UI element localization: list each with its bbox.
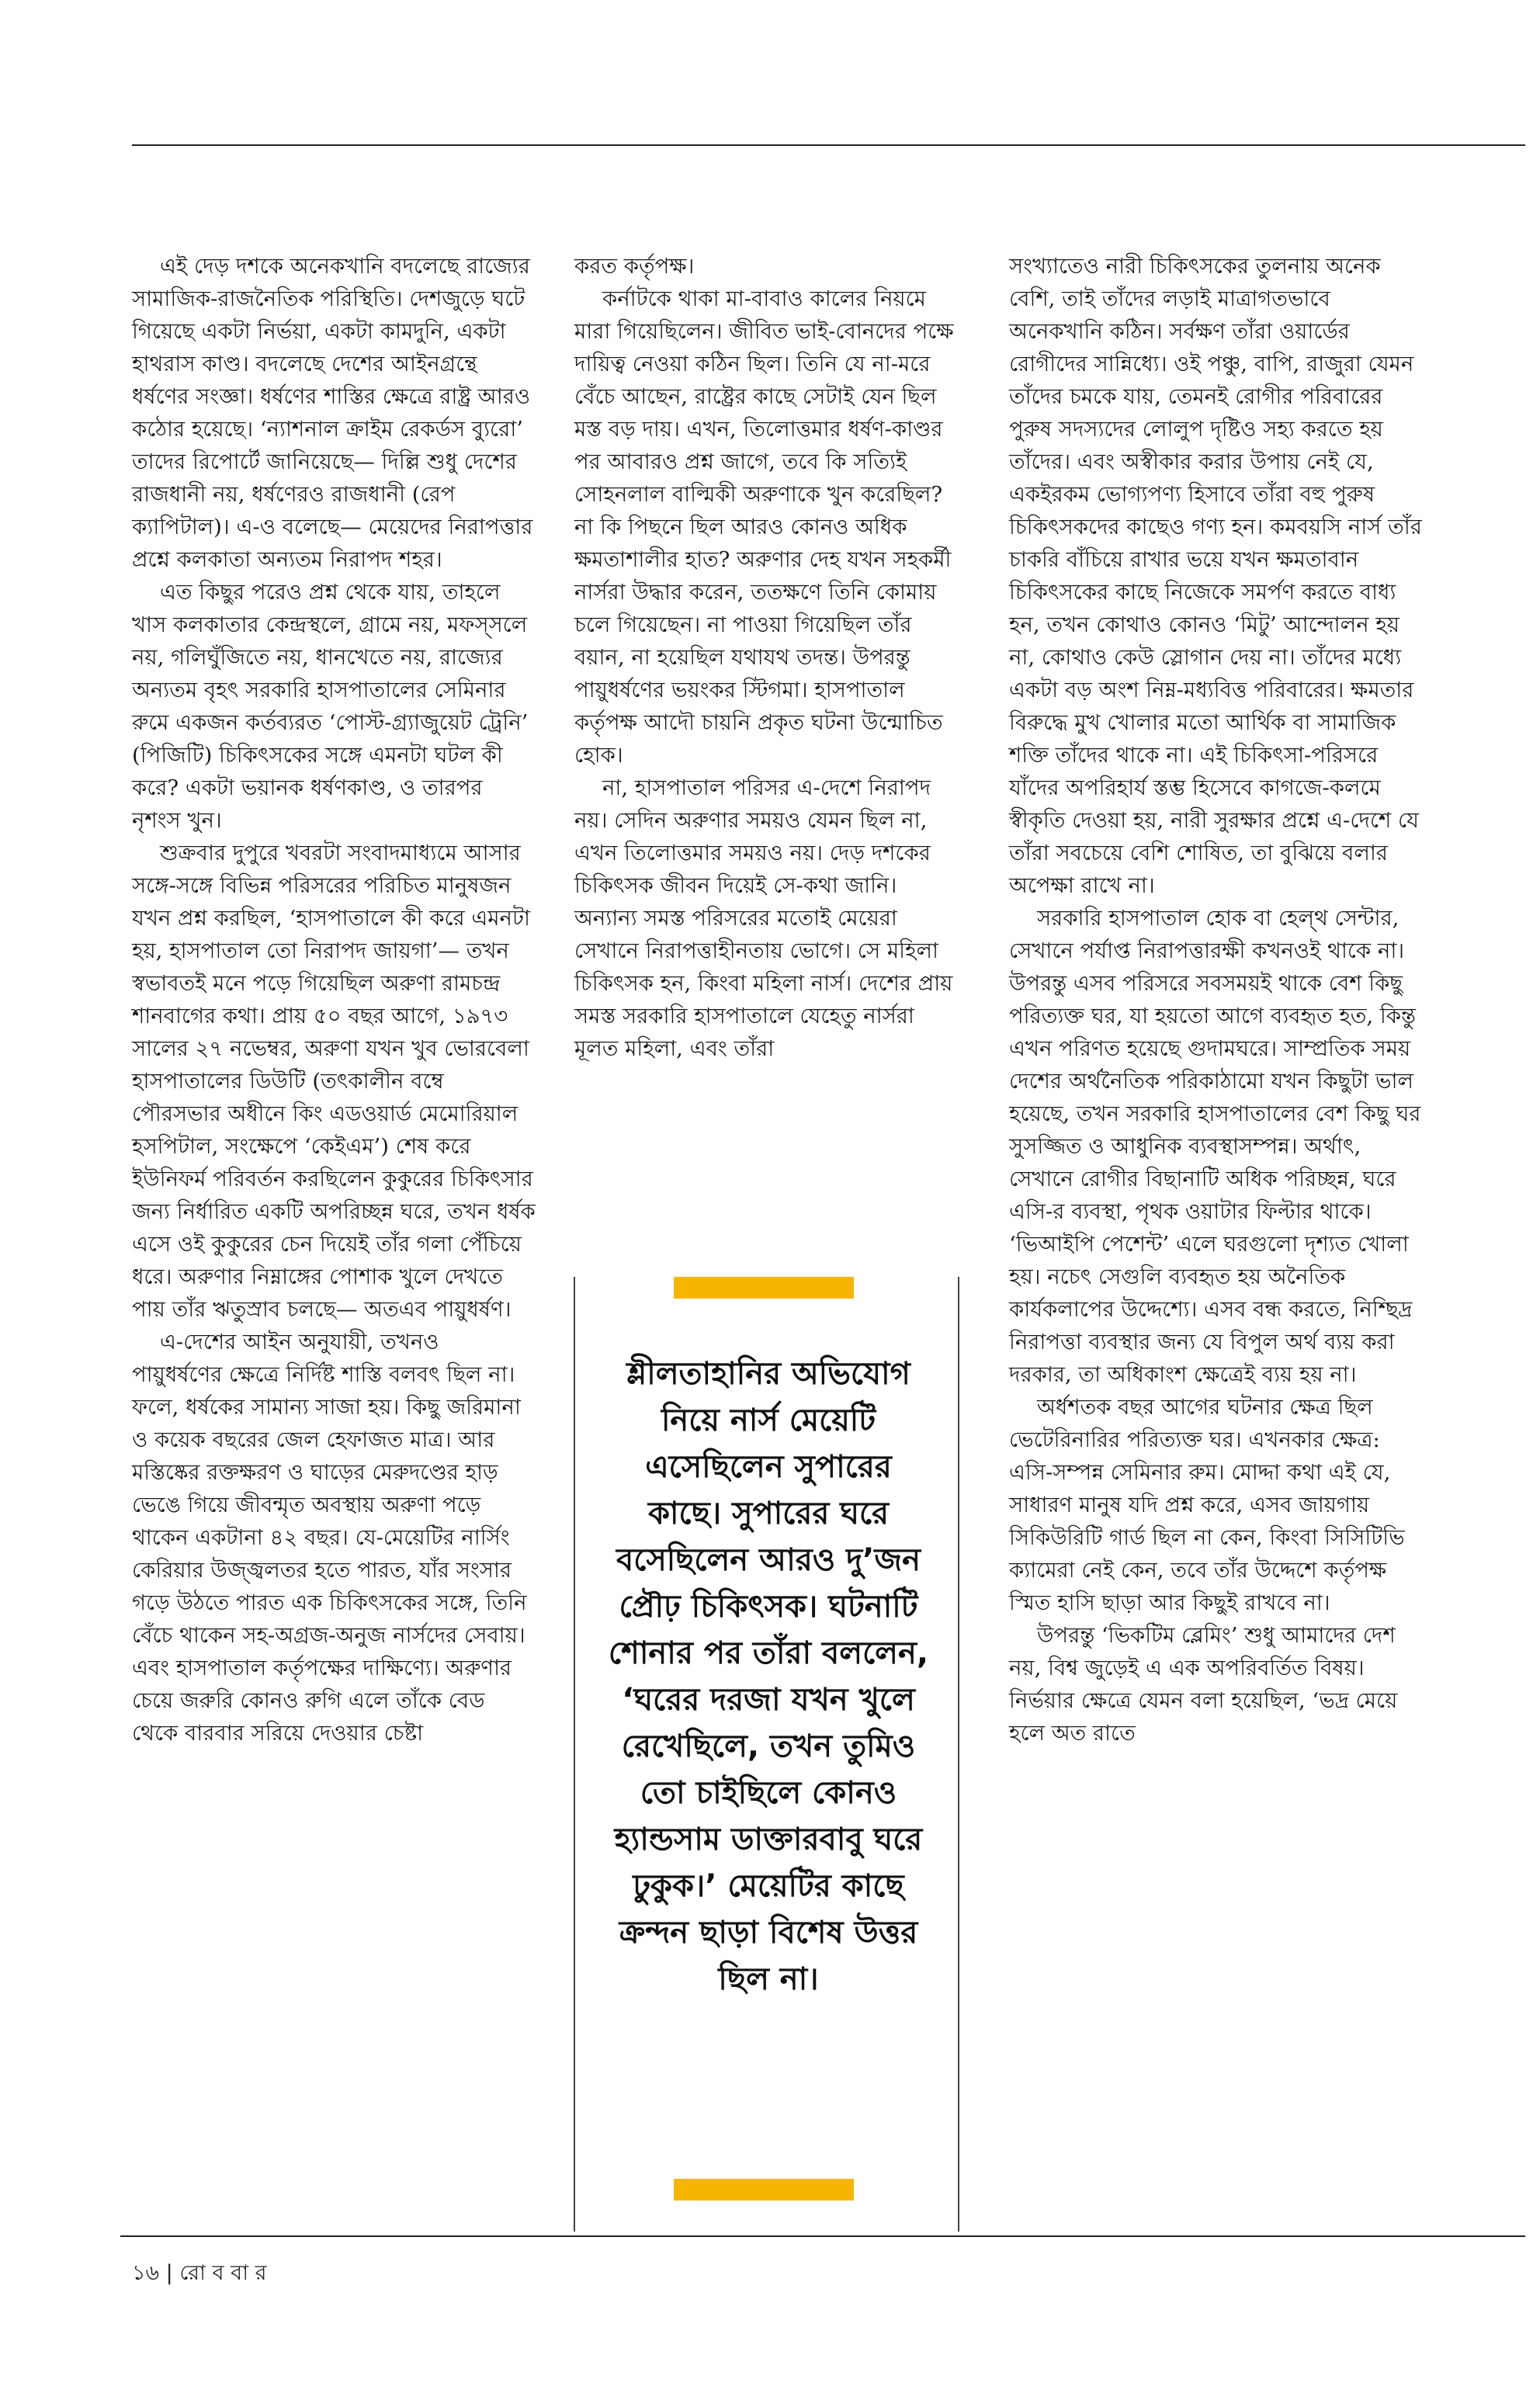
paragraph: এ-দেশের আইন অনুযায়ী, তখনও পায়ুধর্ষণের ক্ষেত্রে নির্দিষ্ট শাস্তি বলবৎ ছিল না। ফলে, ধর্ষকের সামান্য সাজা হয়। কিছু জরিমানা ও কয়েক বছরের জেল হেফাজত মাত্র। আর মস্তিষ্কের রক্তক্ষরণ ও ঘাড়ের মেরুদণ্ডের হাড় ভেঙে গিয়ে জীবন্মৃত অবস্থায় অরুণা পড়ে থাকেন একটানা ৪২ বছর। যে-মেয়েটির নার্সিং কেরিয়ার উজ্জ্বলতর হতে পারত, যাঁর সংসার গড়ে উঠতে পারত এক চিকিৎসকের সঙ্গে, তিনি বেঁচে থাকেন সহ-অগ্রজ-অনুজ নার্সদের সেবায়। এবং হাসপাতাল কর্তৃপক্ষের দাক্ষিণ্যে। অরুণার চেয়ে জরুরি কোনও রুগি এলে তাঁকে বেড থেকে বারবার সরিয়ে দেওয়ার চেষ্টা [132,1330,527,1746]
paragraph: এত কিছুর পরেও প্রশ্ন থেকে যায়, তাহলে খাস কলকাতার কেন্দ্রস্থলে, গ্রামে নয়, মফস্‌সলে নয়, গলিঘুঁজিতে নয়, ধানখেতে নয়, রাজ্যের অন্যতম বৃহৎ সরকারি হাসপাতালের সেমিনার রুমে একজন কর্তব্যরত ‘পোস্ট-গ্র্যাজুয়েট ট্রেনি’ (পিজিটি) চিকিৎসকের সঙ্গে এমনটা ঘটল কী করে? একটা ভয়ানক ধর্ষণকাণ্ড, ও তারপর নৃশংস খুন। [132,580,529,833]
pullquote-accent-bar-top [674,1277,854,1299]
paragraph: এই দেড় দশকে অনেকখানি বদলেছে রাজ্যের সামাজিক-রাজনৈতিক পরিস্থিতি। দেশজুড়ে ঘটে গিয়েছে একটা নির্ভয়া, একটা কামদুনি, একটা হাথরাস কাণ্ড। বদলেছে দেশের আইনগ্রন্থে ধর্ষণের সংজ্ঞা। ধর্ষণের শাস্তির ক্ষেত্রে রাষ্ট্র আরও কঠোর হয়েছে। ‘ন্যাশনাল ক্রাইম রেকর্ডস ব্যুরো’ তাদের রিপোর্টে জানিয়েছে— দিল্লি শুধু দেশের রাজধানী নয়, ধর্ষণেরও রাজধানী (রেপ ক্যাপিটাল)। এ-ও বলেছে— মেয়েদের নিরাপত্তার প্রশ্নে কলকাতা অন্যতম নিরাপদ শহর। [132,254,533,572]
paragraph: শুক্রবার দুপুরে খবরটা সংবাদমাধ্যমে আসার সঙ্গে-সঙ্গে বিভিন্ন পরিসরের পরিচিত মানুষজন যখন প্রশ্ন করছিল, ‘হাসপাতালে কী করে এমনটা হয়, হাসপাতাল তো নিরাপদ জায়গা’— তখন স্বভাবতই মনে পড়ে গিয়েছিল অরুণা রামচন্দ্র শানবাগের কথা। প্রায় ৫০ বছর আগে, ১৯৭৩ সালের ২৭ নভেম্বর, অরুণা যখন খুব ভোরবেলা হাসপাতালের ডিউটি (তৎকালীন বম্বে পৌরসভার অধীনে কিং এডওয়ার্ড মেমোরিয়াল হসপিটাল, সংক্ষেপে ‘কেইএম’) শেষ করে ইউনিফর্ম পরিবর্তন করছিলেন কুকুরের চিকিৎসার জন্য নির্ধারিত একটি অপরিচ্ছন্ন ঘরে, তখন ধর্ষক এসে ওই কুকুরের চেন দিয়েই তাঁর গলা পেঁচিয়ে ধরে। অরুণার নিম্নাঙ্গের পোশাক খুলে দেখতে পায় তাঁর ঋতুস্রাব চলছে— অতএব পায়ুধর্ষণ। [132,841,536,1322]
pullquote-left-divider [574,1277,575,2232]
pullquote-accent-bar-bottom [674,2179,854,2201]
paragraph: না, হাসপাতাল পরিসর এ-দেশে নিরাপদ নয়। সেদিন অরুণার সময়ও যেমন ছিল না, এখন তিলোত্তমার সময়ও নয়। দেড় দশকের চিকিৎসক জীবন দিয়েই সে-কথা জানি। অন্যান্য সমস্ত পরিসরের মতোই মেয়েরা সেখানে নিরাপত্তাহীনতায় ভোগে। সে মহিলা চিকিৎসক হন, কিংবা মহিলা নার্স। দেশের প্রায় সমস্ত সরকারি হাসপাতালে যেহেতু নার্সরা মূলত মহিলা, এবং তাঁরা [574,775,953,1061]
article-column-3 [1009,250,1428,1750]
paragraph: অর্ধশতক বছর আগের ঘটনার ক্ষেত্র ছিল ভেটেরিনারির পরিত্যক্ত ঘর। এখনকার ক্ষেত্র: এসি-সম্পন্ন সেমিনার রুম। মোদ্দা কথা এই যে, সাধারণ মানুষ যদি প্রশ্ন করে, এসব জায়গায় সিকিউরিটি গার্ড ছিল না কেন, কিংবা সিসিটিভি ক্যামেরা নেই কেন, তবে তাঁর উদ্দেশে কর্তৃপক্ষ স্মিত হাসি ছাড়া আর কিছুই রাখবে না। [1009,1395,1405,1615]
pullquote-right-divider [958,1277,959,2232]
bottom-rule [120,2235,1525,2237]
paragraph: উপরন্তু ‘ভিকটিম ব্লেমিং’ শুধু আমাদের দেশ নয়, বিশ্ব জুড়েই এ এক অপরিবর্তিত বিষয়। নির্ভয়ার ক্ষেত্রে যেমন বলা হয়েছিল, ‘ভদ্র মেয়ে হলে অত রাতে [1009,1623,1398,1746]
pullquote: শ্লীলতাহানির অভিযোগ নিয়ে নার্স মেয়েটি এসেছিলেন সুপারের কাছে। সুপারের ঘরে বসেছিলেন আরও দু’জন প্রৌঢ় চিকিৎসক। ঘটনাটি শোনার পর তাঁরা বললেন, ‘ঘরের দরজা যখন খুলে রেখেছিলে, তখন তুমিও তো চাইছিলে কোনও হ্যান্ডসাম ডাক্তারবাবু ঘরে ঢুকুক।’ মেয়েটির কাছে ক্রন্দন ছাড়া বিশেষ উত্তর ছিল না। [608,1356,929,1997]
article-column-1 [132,250,536,1750]
article-column-2 [574,250,962,1065]
top-rule [132,144,1525,146]
page-footer-label: ১৬ | রো ব বা র [132,2261,267,2285]
paragraph: সরকারি হাসপাতাল হোক বা হেল্‌থ সেন্টার, সেখানে পর্যাপ্ত নিরাপত্তারক্ষী কখনওই থাকে না। উপরন্তু এসব পরিসরে সবসময়ই থাকে বেশ কিছু পরিত্যক্ত ঘর, যা হয়তো আগে ব্যবহৃত হত, কিন্তু এখন পরিণত হয়েছে গুদামঘরে। সাম্প্রতিক সময় দেশের অর্থনৈতিক পরিকাঠামো যখন কিছুটা ভাল হয়েছে, তখন সরকারি হাসপাতালের বেশ কিছু ঘর সুসজ্জিত ও আধুনিক ব্যবস্থাসম্পন্ন। অর্থাৎ, সেখানে রোগীর বিছানাটি অধিক পরিচ্ছন্ন, ঘরে এসি-র ব্যবস্থা, পৃথক ওয়াটার ফিল্টার থাকে। ‘ভিআইপি পেশেন্ট’ এলে ঘরগুলো দৃশ্যত খোলা হয়। নচেৎ সেগুলি ব্যবহৃত হয় অনৈতিক কার্যকলাপের উদ্দেশ্যে। এসব বন্ধ করতে, নিশ্ছিদ্র নিরাপত্তা ব্যবস্থার জন্য যে বিপুল অর্থ ব্যয় করা দরকার, তা অধিকাংশ ক্ষেত্রেই ব্যয় হয় না। [1009,906,1421,1387]
paragraph: সংখ্যাতেও নারী চিকিৎসকের তুলনায় অনেক বেশি, তাই তাঁদের লড়াই মাত্রাগতভাবে অনেকখানি কঠিন। সর্বক্ষণ তাঁরা ওয়ার্ডের রোগীদের সান্নিধ্যে। ওই পঞ্চু, বাপি, রাজুরা যেমন তাঁদের চমকে যায়, তেমনই রোগীর পরিবারের পুরুষ সদস্যদের লোলুপ দৃষ্টিও সহ্য করতে হয় তাঁদের। এবং অস্বীকার করার উপায় নেই যে, একইরকম ভোগ্যপণ্য হিসাবে তাঁরা বহু পুরুষ চিকিৎসকদের কাছেও গণ্য হন। কমবয়সি নার্স তাঁর চাকরি বাঁচিয়ে রাখার ভয়ে যখন ক্ষমতাবান চিকিৎসকের কাছে নিজেকে সমর্পণ করতে বাধ্য হন, তখন কোথাও কোনও ‘মিটু’ আন্দোলন হয় না, কোথাও কেউ স্লোগান দেয় না। তাঁদের মধ্যে একটা বড় অংশ নিম্ন-মধ্যবিত্ত পরিবারের। ক্ষমতার বিরুদ্ধে মুখ খোলার মতো আর্থিক বা সামাজিক শক্তি তাঁদের থাকে না। এই চিকিৎসা-পরিসরে যাঁদের অপরিহার্য স্তম্ভ হিসেবে কাগজে-কলমে স্বীকৃতি দেওয়া হয়, নারী সুরক্ষার প্রশ্নে এ-দেশে যে তাঁরা সবচেয়ে বেশি শোষিত, তা বুঝিয়ে বলার অপেক্ষা রাখে না। [1009,254,1422,898]
paragraph: করত কর্তৃপক্ষ। [574,254,695,279]
paragraph: কর্নাটকে থাকা মা-বাবাও কালের নিয়মে মারা গিয়েছিলেন। জীবিত ভাই-বোনদের পক্ষে দায়িত্ব নেওয়া কঠিন ছিল। তিনি যে না-মরে বেঁচে আছেন, রাষ্ট্রের কাছে সেটাই যেন ছিল মস্ত বড় দায়। এখন, তিলোত্তমার ধর্ষণ-কাণ্ডর পর আবারও প্রশ্ন জাগে, তবে কি সত্যিই সোহনলাল বাল্মিকী অরুণাকে খুন করেছিল? না কি পিছনে ছিল আরও কোনও অধিক ক্ষমতাশালীর হাত? অরুণার দেহ যখন সহকর্মী নার্সরা উদ্ধার করেন, ততক্ষণে তিনি কোমায় চলে গিয়েছেন। না পাওয়া গিয়েছিল তাঁর বয়ান, না হয়েছিল যথাযথ তদন্ত। উপরন্তু পায়ুধর্ষণের ভয়ংকর স্টিগমা। হাসপাতাল কর্তৃপক্ষ আদৌ চায়নি প্রকৃত ঘটনা উন্মোচিত হোক। [574,286,954,768]
